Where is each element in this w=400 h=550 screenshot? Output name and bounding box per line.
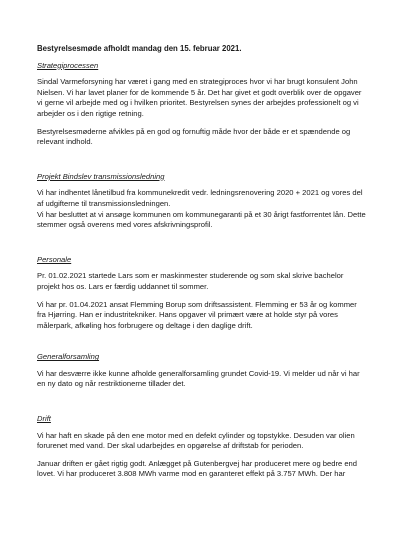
section-heading: Strategiprocessen [37, 60, 99, 70]
paragraph: Vi har indhentet lånetilbud fra kommunekredit vedr. ledningsrenovering 2020 + 2021 og vores del af udgifterne til transmissionsledningen. Vi har besluttet at vi ansøge kommunen om kommunegaranti på et 30 årigt fastforrentet lån. Dette stemmer også overens med vores afskrivningsprofil. [37, 188, 366, 230]
paragraph: Vi har pr. 01.04.2021 ansat Flemming Borup som driftsassistent. Flemming er 53 år og kommer fra Hjørring. Han er industritekniker. Hans opgaver vil primært være at holde styr på vores målerpark, afkøling hos forbrugere og deltage i den daglige drift. [37, 299, 357, 330]
section-drift [37, 414, 367, 480]
section-heading: Projekt Bindslev transmissionsledning [37, 171, 165, 181]
section-heading: Personale [37, 254, 72, 264]
section-heading: Generalforsamling [37, 352, 100, 362]
document-title: Bestyrelsesmøde afholdt mandag den 15. februar 2021. [37, 44, 242, 53]
paragraph: Pr. 01.02.2021 startede Lars som er maskinmester studerende og som skal skrive bachelor projekt hos os. Lars er færdig uddannet til sommer. [37, 271, 344, 291]
section-strategiprocessen [37, 61, 367, 148]
paragraph: Vi har haft en skade på den ene motor med en defekt cylinder og topstykke. Desuden var olien forurenet med vand. Der skal udarbejdes en opgørelse af driftstab for perioden. [37, 430, 355, 451]
section-heading: Drift [37, 414, 51, 424]
spacer [37, 238, 367, 255]
paragraph: Bestyrelsesmøderne afvikles på en god og fornuftig måde hvor der både er et spændende og relevant indhold. [37, 126, 351, 147]
section-personale [37, 255, 367, 332]
spacer [37, 338, 367, 352]
spacer [37, 397, 367, 414]
paragraph: Januar driften er gået rigtig godt. Anlægget på Gutenbergvej har produceret mere og bedre end lovet. Vi har produceret 3.808 MWh varme mod en garanteret effekt på 3.757 MWh. Der har [37, 458, 357, 479]
section-projekt-bindslev [37, 172, 367, 231]
document-body [37, 44, 367, 487]
paragraph: Sindal Varmeforsyning har været i gang med en strategiproces hvor vi har brugt konsulent John Nielsen. Vi har lavet planer for de kommende 5 år. Det har givet et godt overblik over de opgaver vi gerne vil arbejde med og i hvilken prioritet. Bestyrelsen synes der arbejdes professionelt og vi arbejder os i den rigtige retning. [37, 77, 362, 118]
spacer [37, 155, 367, 172]
section-generalforsamling [37, 352, 367, 390]
paragraph: Vi har desværre ikke kunne afholde generalforsamling grundet Covid-19. Vi melder ud når vi har en ny dato og når restriktionerne tillader det. [37, 368, 360, 389]
